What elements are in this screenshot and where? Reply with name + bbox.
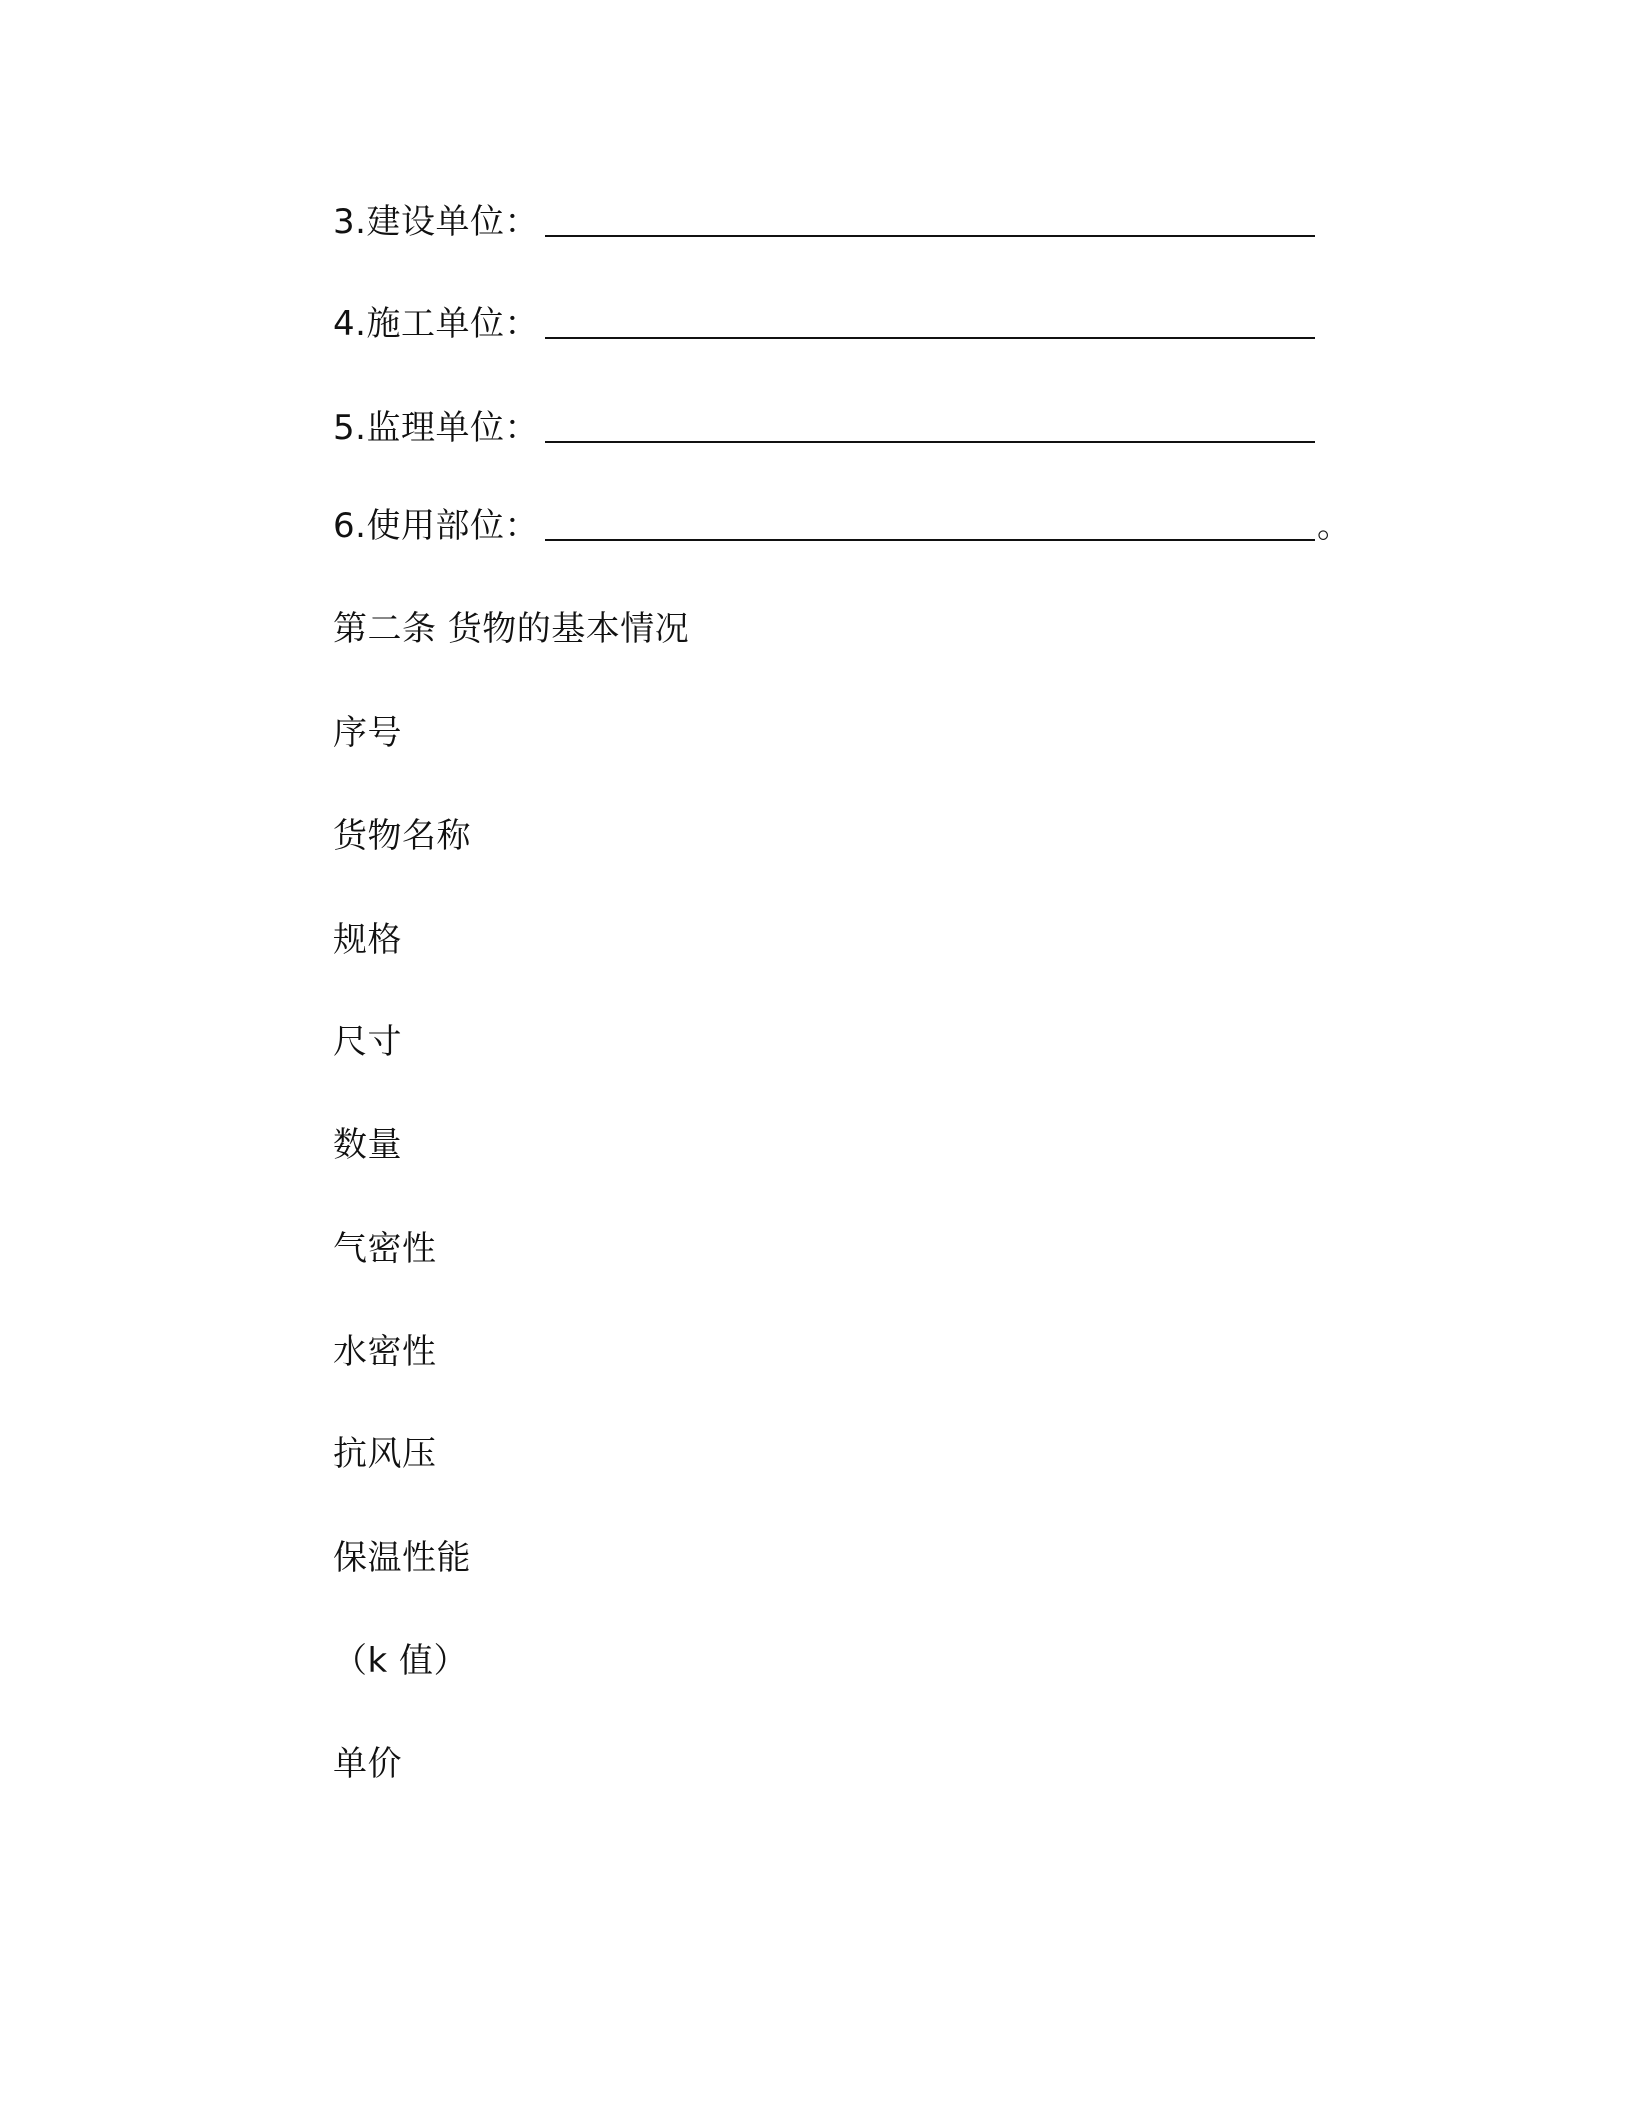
list-item: 保温性能 [333,1538,471,1578]
fill-in-blank[interactable] [545,441,1315,443]
field-construction-unit [333,200,1315,244]
list-item: 货物名称 [333,816,471,856]
field-usage-location [333,504,1351,548]
list-item: 单价 [333,1744,402,1784]
list-item: 气密性 [333,1229,437,1269]
field-label: 6.使用部位： [333,506,539,546]
list-item: 尺寸 [333,1022,402,1062]
list-item: 数量 [333,1125,402,1165]
fill-in-blank[interactable] [545,337,1315,339]
list-item: （k 值） [333,1641,468,1681]
list-item: 规格 [333,920,402,960]
section-heading: 第二条 货物的基本情况 [333,609,690,649]
field-label: 5.监理单位： [333,408,539,448]
field-label: 3.建设单位： [333,202,539,242]
list-item: 抗风压 [333,1434,437,1474]
fill-in-blank[interactable] [545,235,1315,237]
field-builder-unit [333,302,1315,346]
field-label: 4.施工单位： [333,304,539,344]
list-item: 序号 [333,713,402,753]
fill-in-blank[interactable] [545,539,1315,541]
list-item: 水密性 [333,1332,437,1372]
field-suffix: 。 [1316,506,1352,546]
field-supervision-unit [333,406,1315,450]
